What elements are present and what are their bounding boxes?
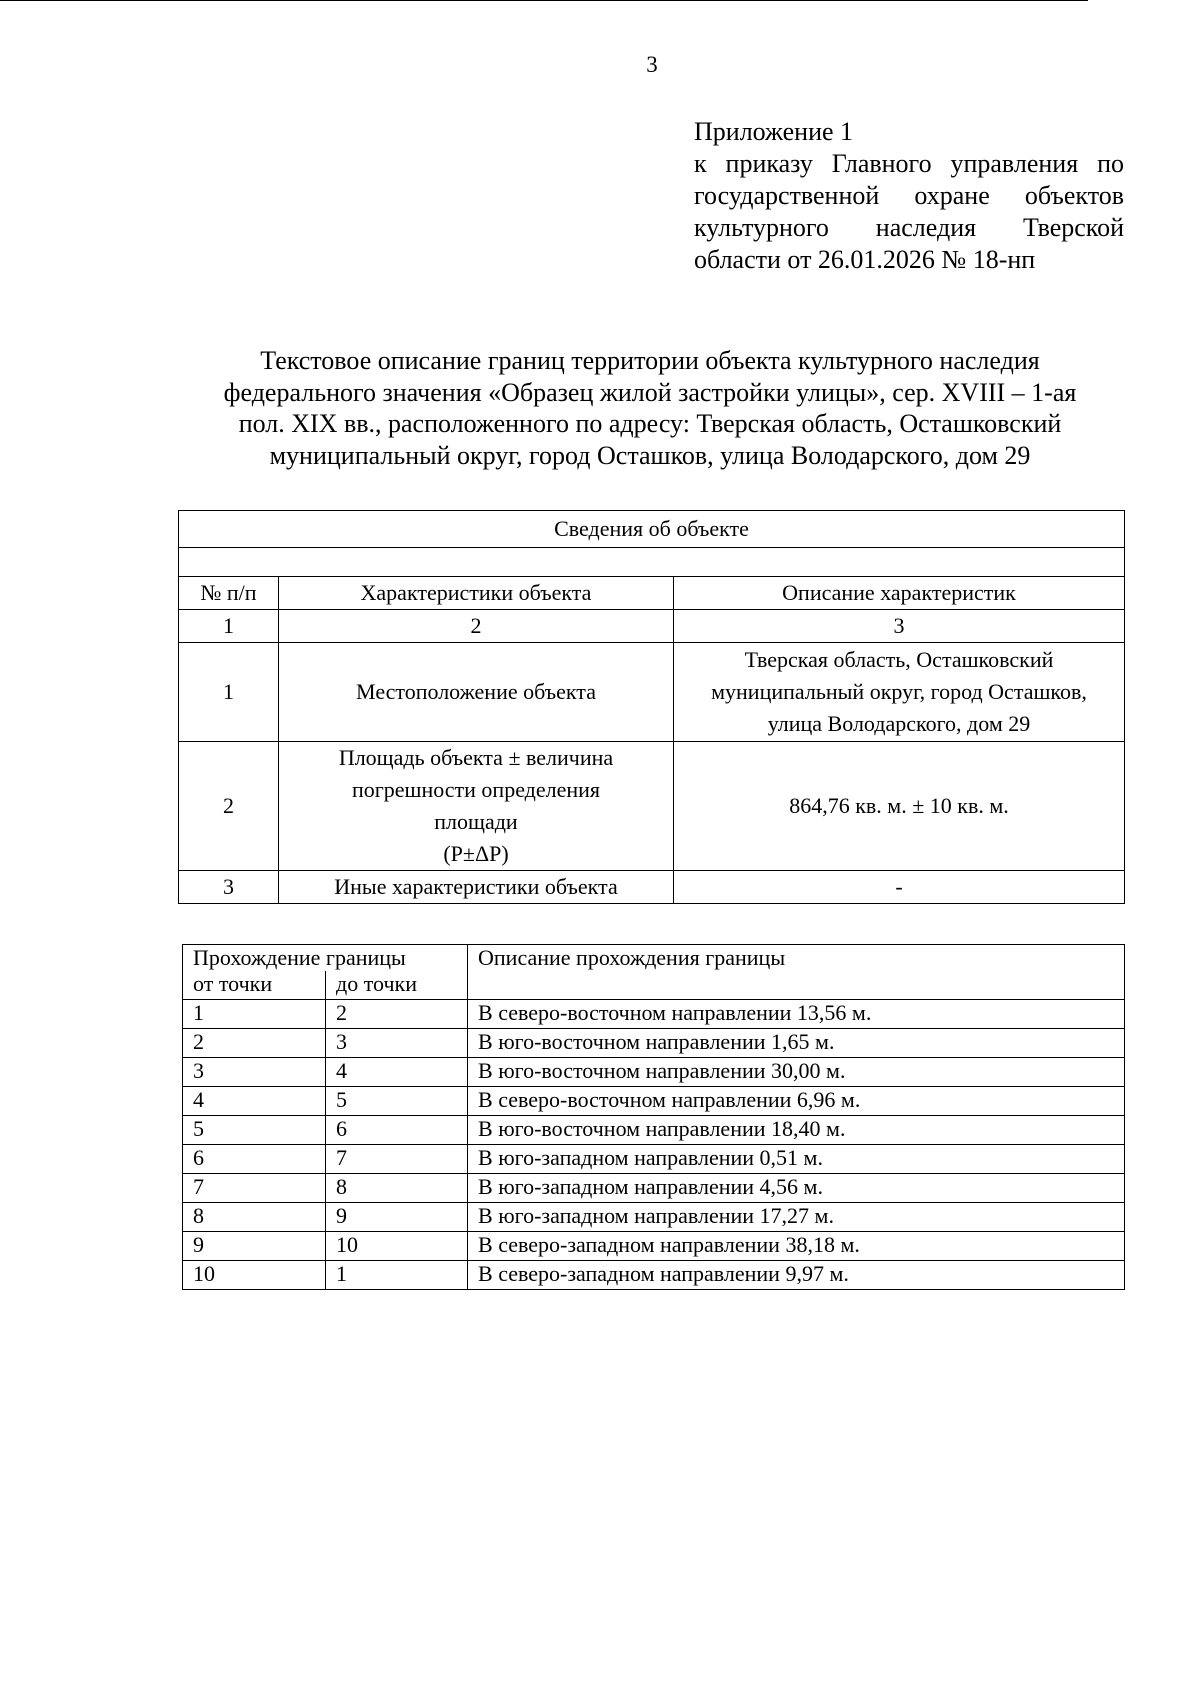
to-point: 5 <box>326 1087 468 1116</box>
table-row <box>183 1261 1125 1290</box>
table-row <box>183 1232 1125 1261</box>
table-row <box>183 1087 1125 1116</box>
segment-description: В юго-западном направлении 0,51 м. <box>468 1145 1125 1174</box>
to-point: 10 <box>326 1232 468 1261</box>
description-line: - <box>895 874 903 899</box>
header-description: Описание характеристик <box>674 577 1125 610</box>
segment-description: В юго-восточном направлении 1,65 м. <box>468 1029 1125 1058</box>
description-line: улица Володарского, дом 29 <box>767 711 1031 736</box>
row-num: 1 <box>179 643 279 742</box>
segment-description: В северо-восточном направлении 6,96 м. <box>468 1087 1125 1116</box>
column-number-2: 2 <box>279 610 674 643</box>
characteristic-line: Площадь объекта ± величина <box>338 745 614 770</box>
to-point: 9 <box>326 1203 468 1232</box>
document-title <box>180 345 1120 471</box>
info-caption: Сведения об объекте <box>179 511 1125 548</box>
segment-description: В северо-западном направлении 38,18 м. <box>468 1232 1125 1261</box>
annex-line-2: к приказу Главного управления по <box>694 149 1124 178</box>
title-line-2: федерального значения «Образец жилой застройки улицы», сер. XVIII – 1-ая <box>223 377 1077 407</box>
table-row <box>183 1203 1125 1232</box>
to-point: 1 <box>326 1261 468 1290</box>
header-from: от точки <box>183 971 326 1000</box>
to-point: 4 <box>326 1058 468 1087</box>
to-point: 6 <box>326 1116 468 1145</box>
from-point: 3 <box>183 1058 326 1087</box>
row-num: 3 <box>179 871 279 904</box>
row-characteristic <box>279 742 674 871</box>
table-row <box>183 1000 1125 1029</box>
annex-line-5: области от 26.01.2026 № 18-нп <box>694 245 1036 274</box>
header-num: № п/п <box>179 577 279 610</box>
page-number: 3 <box>646 52 658 77</box>
table-row <box>179 871 1125 904</box>
annex-block <box>694 116 1124 276</box>
from-point: 8 <box>183 1203 326 1232</box>
table-row <box>179 643 1125 742</box>
header-characteristic: Характеристики объекта <box>279 577 674 610</box>
table-row <box>183 1058 1125 1087</box>
from-point: 6 <box>183 1145 326 1174</box>
characteristic-line: (Р±ΔР) <box>443 841 509 866</box>
characteristic-line: площади <box>434 809 518 834</box>
from-point: 7 <box>183 1174 326 1203</box>
from-point: 2 <box>183 1029 326 1058</box>
annex-line-3: государственной охране объектов <box>694 181 1124 210</box>
row-description <box>674 643 1125 742</box>
table-row <box>179 742 1125 871</box>
to-point: 2 <box>326 1000 468 1029</box>
segment-description: В северо-западном направлении 9,97 м. <box>468 1261 1125 1290</box>
annex-line-4: культурного наследия Тверской <box>694 213 1124 242</box>
column-number-1: 1 <box>179 610 279 643</box>
boundary-table <box>182 944 1125 1290</box>
info-caption-row <box>179 511 1125 548</box>
title-line-3: пол. XIX вв., расположенного по адресу: Тверская область, Осташковский <box>238 409 1062 438</box>
boundary-header-row <box>183 945 1125 972</box>
segment-description: В юго-восточном направлении 18,40 м. <box>468 1116 1125 1145</box>
row-description <box>674 871 1125 904</box>
row-num: 2 <box>179 742 279 871</box>
from-point: 1 <box>183 1000 326 1029</box>
description-line: муниципальный округ, город Осташков, <box>711 679 1087 704</box>
info-header-row <box>179 577 1125 610</box>
segment-description: В юго-восточном направлении 30,00 м. <box>468 1058 1125 1087</box>
from-point: 5 <box>183 1116 326 1145</box>
characteristic-line: погрешности определения <box>351 777 601 802</box>
row-characteristic <box>279 871 674 904</box>
info-spacer-row <box>179 548 1125 577</box>
to-point: 3 <box>326 1029 468 1058</box>
row-description <box>674 742 1125 871</box>
column-number-3: 3 <box>674 610 1125 643</box>
from-point: 9 <box>183 1232 326 1261</box>
annex-line-1: Приложение 1 <box>694 117 854 146</box>
characteristic-line: Местоположение объекта <box>356 679 596 704</box>
to-point: 7 <box>326 1145 468 1174</box>
table-row <box>183 1116 1125 1145</box>
top-rule <box>0 0 1088 1</box>
to-point: 8 <box>326 1174 468 1203</box>
info-spacer-cell <box>179 548 1125 577</box>
segment-description: В юго-западном направлении 17,27 м. <box>468 1203 1125 1232</box>
from-point: 10 <box>183 1261 326 1290</box>
object-info-table <box>178 510 1125 904</box>
header-passage: Прохождение границы <box>183 945 468 972</box>
title-line-4: муниципальный округ, город Осташков, улица Володарского, дом 29 <box>269 440 1031 470</box>
characteristic-line: Иные характеристики объекта <box>334 874 618 899</box>
table-row <box>183 1174 1125 1203</box>
header-to: до точки <box>326 971 468 1000</box>
from-point: 4 <box>183 1087 326 1116</box>
table-row <box>183 1029 1125 1058</box>
segment-description: В северо-восточном направлении 13,56 м. <box>468 1000 1125 1029</box>
description-line: Тверская область, Осташковский <box>744 647 1054 672</box>
title-line-1: Текстовое описание границ территории объекта культурного наследия <box>260 346 1040 375</box>
row-characteristic <box>279 643 674 742</box>
description-line: 864,76 кв. м. ± 10 кв. м. <box>789 793 1009 818</box>
segment-description: В юго-западном направлении 4,56 м. <box>468 1174 1125 1203</box>
header-boundary-description: Описание прохождения границы <box>468 945 1125 1000</box>
info-column-numbers-row <box>179 610 1125 643</box>
table-row <box>183 1145 1125 1174</box>
